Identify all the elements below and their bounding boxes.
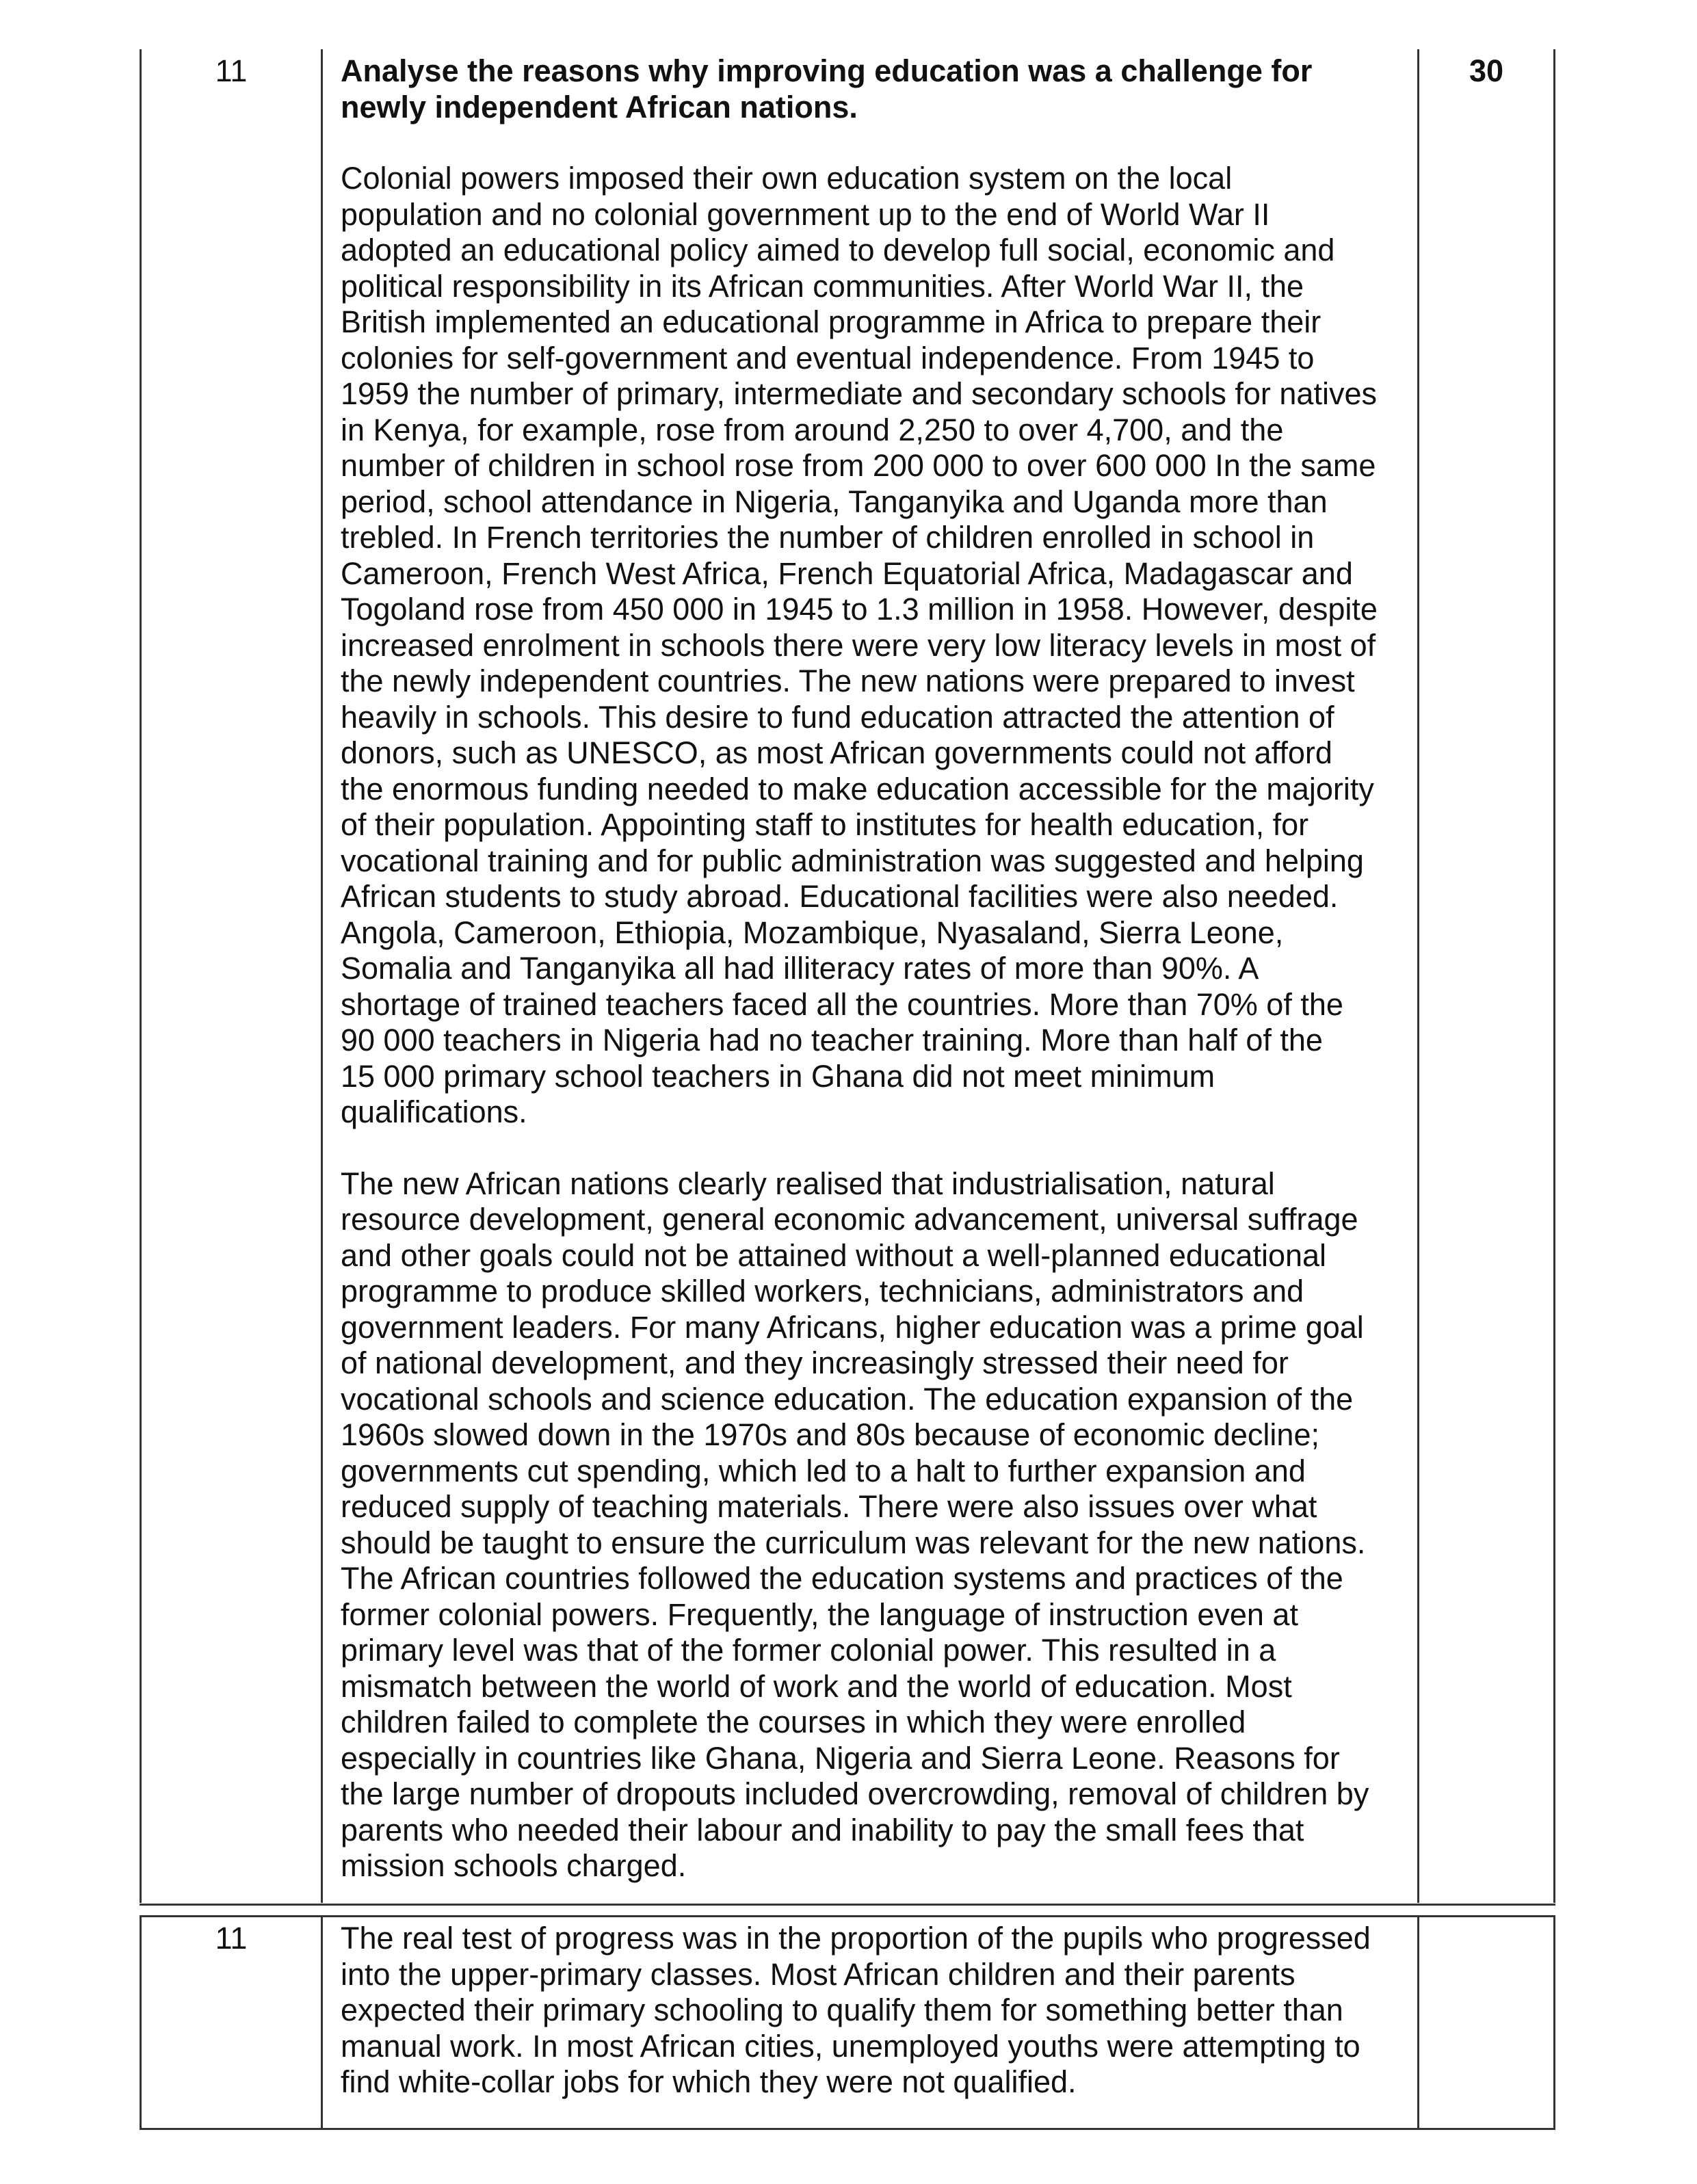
question-number: 11 [215,53,248,88]
marks-cell [1417,49,1555,1903]
answer-paragraph: Colonial powers imposed their own education system on the local population and no colonial government up to the end of World War II adopted an educational policy aimed to develop full social, economic and political responsibility in its African communities. After World War II, the British implemented an educational programme in Africa to prepare their colonies for self-government and eventual independence. From 1945 to 1959 the number of primary, intermediate and secondary schools for natives in Kenya, for example, rose from around 2,250 to over 4,700, and the number of children in school rose from 200 000 to over 600 000 In the same period, school attendance in Nigeria, Tanganyika and Uganda more than trebled. In French territories the number of children enrolled in school in Cameroon, French West Africa, French Equatorial Africa, Madagascar and Togoland rose from 450 000 in 1945 to 1.3 million in 1958. However, despite increased enrolment in schools there were very low literacy levels in most of the newly independent countries. The new nations were prepared to invest heavily in schools. This desire to fund education attracted the attention of donors, such as UNESCO, as most African governments could not afford the enormous funding needed to make education accessible for the majority of their population. Appointing staff to institutes for health education, for vocational training and for public administration was suggested and helping African students to study abroad. Educational facilities were also needed. Angola, Cameroon, Ethiopia, Mozambique, Nyasaland, Sierra Leone, Somalia and Tanganyika all had illiteracy rates of more than 90%. A shortage of trained teachers faced all the countries. More than 70% of the 90 000 teachers in Nigeria had no teacher training. More than half of the 15 000 primary school teachers in Ghana did not meet minimum qualifications. [341,161,1378,1129]
answer-paragraph: The new African nations clearly realised that industrialisation, natural resource development, general economic advancement, universal suffrage and other goals could not be attained without a well-planned educational programme to produce skilled workers, technicians, administrators and government leaders. For many Africans, higher education was a prime goal of national development, and they increasingly stressed their need for vocational schools and science education. The education expansion of the 1960s slowed down in the 1970s and 80s because of economic decline; governments cut spending, which led to a halt to further expansion and reduced supply of teaching materials. There were also issues over what should be taught to ensure the curriculum was relevant for the new nations. The African countries followed the education systems and practices of the former colonial powers. Frequently, the language of instruction even at primary level was that of the former colonial power. This resulted in a mismatch between the world of work and the world of education. Most children failed to complete the courses in which they were enrolled especially in countries like Ghana, Nigeria and Sierra Leone. Reasons for the large number of dropouts included overcrowding, removal of children by parents who needed their labour and inability to pay the small fees that mission schools charged. [341,1166,1369,1883]
answer-cell [323,49,1417,1903]
marks-cell [1417,1917,1555,2128]
question-number-cell [140,49,323,1903]
memo-row-question-11 [140,49,1555,1903]
question-number-cell [140,1917,323,2128]
marks-value [1419,1917,1553,1921]
memo-row-continuation-11 [140,1917,1555,2130]
marks-value: 30 [1469,53,1504,88]
answer-cell [323,1917,1417,2128]
row-divider-top [140,1904,1555,1906]
question-heading: Analyse the reasons why improving education was a challenge for newly independent African nations. [341,53,1313,124]
question-number: 11 [215,1921,248,1956]
answer-paragraph: The real test of progress was in the proportion of the pupils who progressed into the upper-primary classes. Most African children and their parents expected their primary schooling to qualify them for something better than manual work. In most African cities, unemployed youths were attempting to find white-collar jobs for which they were not qualified. [341,1921,1371,2099]
